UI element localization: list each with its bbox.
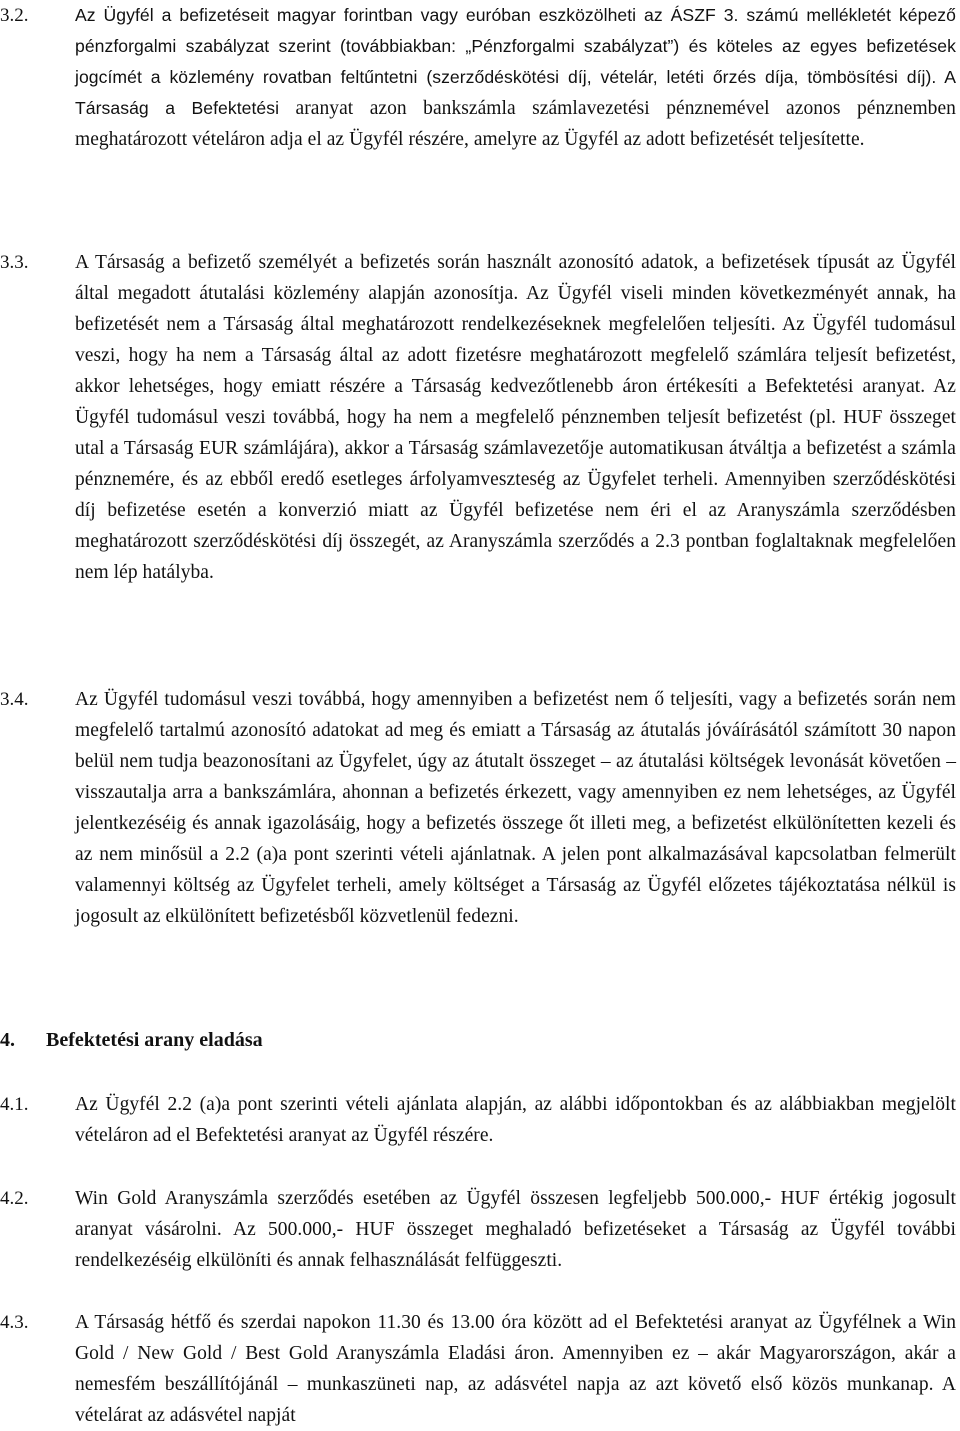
section-text: [75, 0, 956, 155]
chapter-number: 4.: [0, 1029, 15, 1051]
subsection-text: Win Gold Aranyszámla szerződés esetében az Ügyfél összesen legfeljebb 500.000,- HUF értékig jogosult aranyat vásárolni. Az 500.000,- HUF összeget meghaladó befizetéseket a Társaság az Ügyfél további rendelkezéséig elkülöníti és annak felhasználását felfüggeszti.: [75, 1188, 956, 1271]
subsection-number: 4.1.: [0, 1094, 29, 1115]
section-text-sans-part: Az Ügyfél a befizetéseit magyar forintban vagy euróban eszközölheti az ÁSZF 3. számú mellékletét képező pénzforgalmi szabályzat szerint (továbbiakban: „Pénzforgalmi szabályzat”) és köteles az egyes befizetések jogcímét a közlemény rovatban feltűntetni (szerződéskötési díj, vételár, letéti őrzés díja, tömbösítési díj). A Társaság a Befektetési: [75, 5, 956, 118]
chapter-title: Befektetési arany eladása: [46, 1029, 263, 1051]
section-text: Az Ügyfél tudomásul veszi továbbá, hogy amennyiben a befizetést nem ő teljesíti, vagy a befizetés során nem megfelelő tartalmú azonosító adatokat ad meg és emiatt a Társaság az átutalás jóváírásától számított 30 napon belül nem tudja beazonosítani az Ügyfelet, úgy az átutalt összeget – az átutalási költségek levonását követően – visszautalja arra a bankszámlára, ahonnan a befizetés érkezett, vagy amennyiben ez nem lehetséges, az Ügyfél jelentkezéséig és annak igazolásáig, hogy a befizetés összege őt illeti meg, a befizetést elkülönítetten kezeli és az nem minősül a 2.2 (a)a pont szerinti vételi ajánlatnak. A jelen pont alkalmazásával kapcsolatban felmerült valamennyi költség az Ügyfelet terheli, amely költséget a Társaság az Ügyfél előzetes tájékoztatása nélkül is jogosult az elkülönített befizetésből közvetlenül fedezni.: [75, 689, 956, 927]
subsection-number: 4.3.: [0, 1312, 29, 1333]
section-text: A Társaság a befizető személyét a befizetés során használt azonosító adatok, a befizetések típusát az Ügyfél által megadott átutalási közlemény alapján azonosítja. Az Ügyfél viseli minden következményét annak, ha befizetését nem a Társaság által meghatározott rendelkezéseknek megfelelően teljesíti. Az Ügyfél tudomásul veszi, hogy ha nem a Társaság által az adott fizetésre meghatározott megfelelő számlára teljesít befizetést, akkor lehetséges, hogy emiatt részére a Társaság kedvezőtlenebb áron értékesíti a Befektetési aranyat. Az Ügyfél tudomásul veszi továbbá, hogy ha nem a megfelelő pénznemben teljesít befizetést (pl. HUF összeget utal a Társaság EUR számlájára), akkor a Társaság számlavezetője automatikusan átváltja a befizetést a számla pénznemére, és az ebből eredő esetleges árfolyamveszteség az Ügyfelet terheli. Amennyiben szerződéskötési díj befizetése esetén a konverzió miatt az Ügyfél befizetése nem éri el az Aranyszámla szerződésben meghatározott szerződéskötési díj összegét, az Aranyszámla szerződés a 2.3 pontban foglaltaknak megfelelően nem lép hatályba.: [75, 252, 956, 583]
section-text-serif-part: aranyat azon bankszámla számlavezetési pénznemével azonos pénznemben meghatározott vételáron adja el az Ügyfél részére, amelyre az Ügyfél az adott befizetését teljesítette.: [75, 98, 956, 150]
subsection-text: Az Ügyfél 2.2 (a)a pont szerinti vételi ajánlata alapján, az alábbi időpontokban és az alábbiakban megjelölt vételáron ad el Befektetési aranyat az Ügyfél részére.: [75, 1094, 956, 1146]
section-number: 3.4.: [0, 689, 29, 710]
subsection-text: A Társaság hétfő és szerdai napokon 11.30 és 13.00 óra között ad el Befektetési aranyat az Ügyfélnek a Win Gold / New Gold / Best Gold Aranyszámla Eladási áron. Amennyiben ez – akár Magyarországon, akár a nemesfém beszállítójánál – munkaszüneti nap, az adásvétel napja az azt követő első közös munkanap. A vételárat az adásvétel napját: [75, 1312, 956, 1426]
subsection-number: 4.2.: [0, 1188, 29, 1209]
section-number: 3.2.: [0, 5, 29, 26]
section-number: 3.3.: [0, 252, 29, 273]
